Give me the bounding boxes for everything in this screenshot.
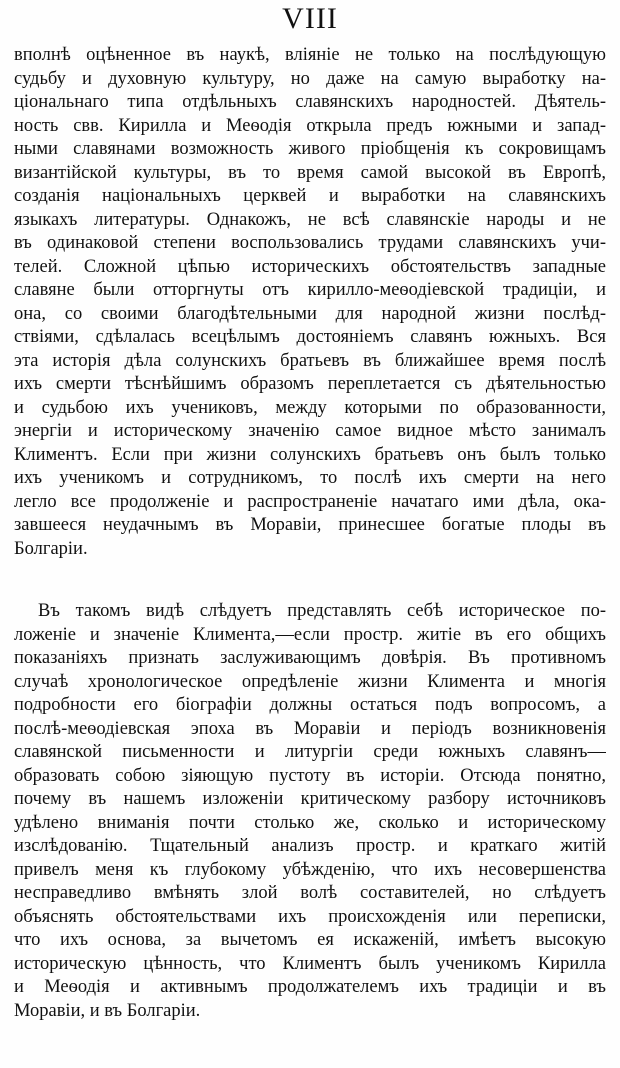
text-line: ціональнаго типа отдѣльныхъ славянскихъ народностей. Дѣятель- bbox=[14, 92, 606, 112]
paragraph-2 bbox=[14, 600, 606, 1023]
text-line: ными славянами возможность живого пріобщенія къ сокровищамъ bbox=[14, 139, 606, 159]
text-line: вполнѣ оцѣненное въ наукѣ, вліяніе не только на послѣдующую bbox=[14, 45, 606, 65]
text-line: привелъ меня къ глубокому убѣжденію, что ихъ несовершенства bbox=[14, 859, 606, 880]
text-line: почему въ нашемъ изложеніи критическому разбору источниковъ bbox=[14, 789, 606, 809]
text-line: послѣ-меѳодіевская эпоха въ Моравіи и періодъ возникновенія bbox=[14, 718, 606, 739]
text-line: объяснять обстоятельствами ихъ происхожденія или переписки, bbox=[14, 906, 606, 927]
text-line: Болгаріи. bbox=[14, 538, 88, 559]
text-line: случаѣ хронологическое опредѣленіе жизни Климента и многія bbox=[14, 671, 606, 692]
text-line: показаніяхъ признать заслуживающимъ довѣрія. Въ противномъ bbox=[14, 648, 606, 668]
text-line: ность свв. Кирилла и Меѳодія открыла предъ южными и запад- bbox=[14, 115, 606, 136]
text-line: и судьбою ихъ учениковъ, между которыми по образованности, bbox=[14, 397, 606, 418]
text-line: историческую цѣнность, что Климентъ былъ ученикомъ Кирилла bbox=[14, 953, 606, 974]
text-line: она, со своими благодѣтельными для народной жизни послѣд- bbox=[14, 303, 606, 324]
text-line: образовать собою зіяющую пустоту въ исторіи. Отсюда понятно, bbox=[14, 765, 606, 786]
text-line: изслѣдованію. Тщательный анализъ простр. и краткаго житій bbox=[14, 836, 606, 856]
page-number: VIII bbox=[282, 2, 338, 35]
text-line: славяне были отторгнуты отъ кирилло-меѳодіевской традиціи, и bbox=[14, 280, 606, 300]
text-line: судьбу и духовную культуру, но даже на самую выработку на- bbox=[14, 68, 606, 89]
text-line: телей. Сложной цѣпью историческихъ обстоятельствъ западные bbox=[14, 256, 606, 277]
text-line: энергіи и историческому значенію самое видное мѣсто занималъ bbox=[14, 421, 606, 441]
text-line: что ихъ основа, за вычетомъ ея искаженій, имѣетъ высокую bbox=[14, 930, 606, 950]
text-line: ложеніе и значеніе Климента,—если простр. житіе въ его общихъ bbox=[14, 624, 606, 645]
text-line: завшееся неудачнымъ въ Моравіи, принесшее богатые плоды въ bbox=[14, 515, 606, 535]
text-line: Въ такомъ видѣ слѣдуетъ представлять себѣ историческое по- bbox=[38, 601, 606, 621]
text-line: эта исторія дѣла солунскихъ братьевъ въ ближайшее время послѣ bbox=[14, 350, 606, 371]
text-line: ихъ смерти тѣснѣйшимъ образомъ переплетается съ дѣятельностью bbox=[14, 374, 606, 394]
text-line: въ одинаковой степени воспользовались трудами славянскихъ учи- bbox=[14, 233, 606, 253]
paragraph-1 bbox=[14, 44, 606, 561]
text-line: языкахъ литературы. Однакожъ, не всѣ славянскіе народы и не bbox=[14, 209, 606, 230]
text-line: ствіями, сдѣлалась всецѣлымъ достояніемъ славянъ южныхъ. Вся bbox=[14, 327, 606, 347]
text-line: славянской письменности и литургіи среди южныхъ славянъ— bbox=[14, 742, 606, 762]
text-line: легло все продолженіе и распространеніе начатаго ими дѣла, ока- bbox=[14, 491, 606, 512]
text-line: византійской культуры, въ то время самой высокой въ Европѣ, bbox=[14, 162, 606, 183]
text-line: ихъ ученикомъ и сотрудникомъ, то послѣ ихъ смерти на него bbox=[14, 468, 606, 488]
text-line: Климентъ. Если при жизни солунскихъ братьевъ онъ былъ только bbox=[14, 444, 606, 465]
text-line: и Меѳодія и активнымъ продолжателемъ ихъ традиціи и въ bbox=[14, 977, 606, 997]
text-line: подробности его біографіи должны остаться подъ вопросомъ, а bbox=[14, 695, 606, 715]
text-line: Моравіи, и въ Болгаріи. bbox=[14, 1000, 201, 1021]
text-line: созданія національныхъ церквей и выработки на славянскихъ bbox=[14, 186, 606, 206]
text-line: несправедливо вмѣнять злой волѣ составителей, но слѣдуетъ bbox=[14, 883, 606, 903]
text-line: удѣлено вниманія почти столько же, сколько и историческому bbox=[14, 812, 606, 833]
